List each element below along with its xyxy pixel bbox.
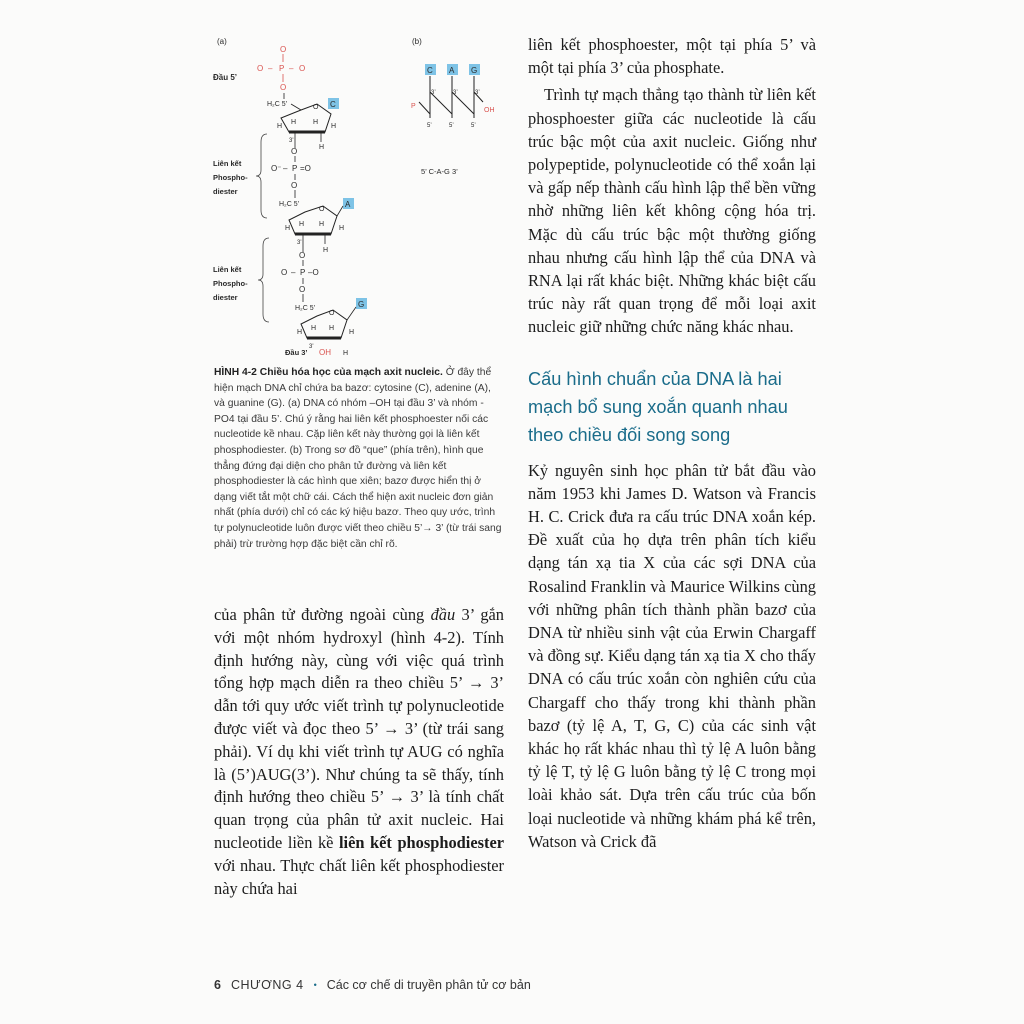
stick-a: A [449,66,455,75]
svg-text:3': 3' [309,344,314,350]
stick-c: C [427,66,433,75]
link-label-1-line1: Liên kết [213,159,242,168]
svg-text:H₂C 5': H₂C 5' [267,101,288,108]
right-paragraph-1: Trình tự mạch thẳng tạo thành từ liên kết phosphoester giữa các nucleotide là cấu trúc bậc một của axit nucleic. Giống như polypeptide, polynucleotide có thể xoắn lại và gấp nếp thành cấu hình lập thể bền vững nhờ những liên kết không cộng hóa trị. Mặc dù cấu trúc bậc một thường giống nhau nhưng cấu hình lập thể của DNA và RNA lại rất khác biệt. Những khác biệt cấu trúc này rất quan trọng để mỗi loại axit nucleic giữ những chức năng khác nhau. [528,85,816,337]
base-c-label: C [330,100,336,109]
svg-text:P: P [292,164,298,173]
base-a-label: A [345,200,351,209]
svg-text:H: H [313,119,319,126]
page-footer [214,978,814,992]
stick-prime-5-3: 5’ [471,123,476,129]
right-paragraph-0: liên kết phosphoester, một tại phía 5’ và một tại phía 3’ của phosphate. [528,35,816,78]
link-label-1-line2: Phospho- [213,173,248,182]
svg-text:H: H [277,123,283,130]
svg-text:O: O [299,285,306,294]
chapter-title: Các cơ chế di truyền phân tử cơ bản [326,978,531,992]
panel-a-label: (a) [217,37,227,46]
svg-text:=O: =O [300,164,311,173]
svg-text:–: – [291,268,296,277]
stick-prime-5-2: 5’ [449,123,454,129]
svg-text:–: – [283,164,288,173]
svg-text:3': 3' [289,138,294,144]
stick-g: G [471,66,478,75]
svg-text:H: H [339,225,345,232]
svg-text:H₂C 5': H₂C 5' [295,305,316,312]
link-label-1-line3: diester [213,187,238,196]
base-g-label: G [358,300,365,309]
svg-text:P: P [279,64,285,73]
brace-2 [258,238,269,322]
svg-text:H: H [329,325,335,332]
svg-text:O: O [329,310,335,317]
right-paragraph-2: Kỷ nguyên sinh học phân tử bắt đầu vào năm 1953 khi James D. Watson và Francis H. C. Crick đưa ra cấu trúc DNA xoắn kép. Đề xuất của họ dựa trên phân tích kiểu dạng tán xạ tia X của các sợi DNA của Rosalind Franklin và Maurice Wilkins cùng với những phân tích thành phần bazơ của DNA từ nhiều sinh vật của Erwin Chargaff và đồng sự. Kiểu dạng tán xạ tia X cho thấy DNA có cấu trúc xoắn còn nghiên cứu của Chargaff cho thấy trong khi thành phần bazơ (tỷ lệ A, T, G, C) của các sinh vật khác họ rất khác nhau thì tỷ lệ A luôn bằng tỷ lệ T, tỷ lệ G luôn bằng tỷ lệ C trong mọi loài khảo sát. Dựa trên cấu trúc của bốn loại nucleotide và những khám phá kể trên, Watson và Crick đã [528,460,816,851]
left-text-emphasis: đầu [430,605,456,624]
stick-prime-5-1: 5’ [427,123,432,129]
brace-1 [256,134,267,218]
nucleotide-chain-diagram [205,30,505,360]
svg-text:H: H [319,144,325,151]
svg-text:O: O [280,83,287,92]
sequence-short-form: 5’ C-A-G 3’ [421,167,458,176]
dna-structure-figure [205,30,505,360]
svg-text:O: O [281,268,288,277]
svg-text:H: H [297,329,303,336]
svg-text:3': 3' [297,240,302,246]
stick-oh: OH [484,107,495,114]
svg-text:H: H [343,350,349,357]
left-text-bold-term: liên kết phosphodiester [338,832,505,852]
link-label-2-line3: diester [213,293,238,302]
section-heading: Cấu hình chuẩn của DNA là hai mạch bổ sung xoắn quanh nhau theo chiều đối song song [528,368,788,445]
end-3-label: Đầu 3’ [285,348,308,357]
caption-body: Ở đây thể hiện mạch DNA chỉ chứa ba bazơ: cytosine (C), adenine (A), và guanine (G). (a) DNA có nhóm –OH tại đầu 3’ và nhóm -PO4 tại đầu 5’. Chú ý rằng hai liên kết phosphoester nối các nucleotide kề nhau. Cặp liên kết này thường gọi là liên kết phosphodiester. (b) Trong sơ đồ “que” (phía trên), hình que thẳng đứng đại diện cho phân tử đường và liên kết phosphodiester là các hình que xiên; bazơ được hiển thị ở dạng viết tắt một chữ cái. Cách thể hiện axit nucleic đơn giản nhất (phía dưới) chỉ có các ký hiệu bazơ. Theo quy ước, trình tự polynucleotide luôn được viết theo chiều 5’→ 3’ (từ trái sang phải) trừ trường hợp đặc biệt cần chỉ rõ. [214,367,502,550]
link-label-2-line1: Liên kết [213,265,242,274]
left-text-part-1: của phân tử đường ngoài cùng [214,605,431,624]
chapter-label: CHƯƠNG 4 [230,978,304,992]
svg-text:H: H [323,247,329,254]
svg-text:H: H [285,225,291,232]
svg-text:O: O [299,64,306,73]
svg-text:H: H [319,221,325,228]
footer-bullet: • [313,980,317,990]
panel-b-label: (b) [412,37,422,46]
stick-prime-3-1: 3’ [431,90,436,96]
svg-text:O: O [291,147,298,156]
left-paragraph [214,604,504,900]
svg-text:H: H [299,221,305,228]
stick-prime-3-2: 3’ [453,90,458,96]
end-5-label: Đầu 5’ [213,73,238,82]
svg-text:H: H [331,123,337,130]
svg-text:H: H [349,329,355,336]
figure-caption [214,365,504,552]
right-column [528,33,816,853]
link-label-2-line2: Phospho- [213,279,248,288]
svg-text:P: P [300,268,306,277]
svg-text:–: – [268,64,273,73]
left-column-text [214,604,504,900]
oh-3-end: OH [319,348,331,357]
caption-title: HÌNH 4-2 Chiều hóa học của mạch axit nucleic. [214,367,443,378]
svg-text:O: O [291,181,298,190]
svg-text:O⁻: O⁻ [271,164,282,173]
left-text-part-2: 3’ gắn với một nhóm hydroxyl (hình 4-2). Tính định hướng này, cùng với việc quá trình tổng hợp mạch diễn ra theo chiều 5’ → 3’ dẫn tới quy ước viết trình tự polynucleotide được viết và đọc theo 5’ → 3’ (từ trái sang phải). Ví dụ khi viết trình tự AUG có nghĩa là (5’)AUG(3’). Như chúng ta sẽ thấy, tính định hướng theo chiều 5’ → 3’ là tính chất quan trọng của phân tử axit nucleic. Hai nucleotide liền kề [214,605,504,852]
svg-text:O: O [257,64,264,73]
svg-text:–: – [289,64,294,73]
svg-text:O: O [319,206,325,213]
page-number: 6 [214,978,221,992]
svg-text:H₂C 5': H₂C 5' [279,201,300,208]
left-text-part-3: với nhau. Thực chất liên kết phosphodiester này chứa hai [214,855,504,898]
svg-text:H: H [311,325,317,332]
svg-text:O: O [313,104,319,111]
svg-text:H: H [291,119,297,126]
svg-text:–O: –O [308,268,319,277]
svg-text:O: O [299,251,306,260]
stick-prime-3-3: 3’ [475,90,480,96]
stick-p: P [411,103,416,110]
svg-text:O: O [280,45,287,54]
